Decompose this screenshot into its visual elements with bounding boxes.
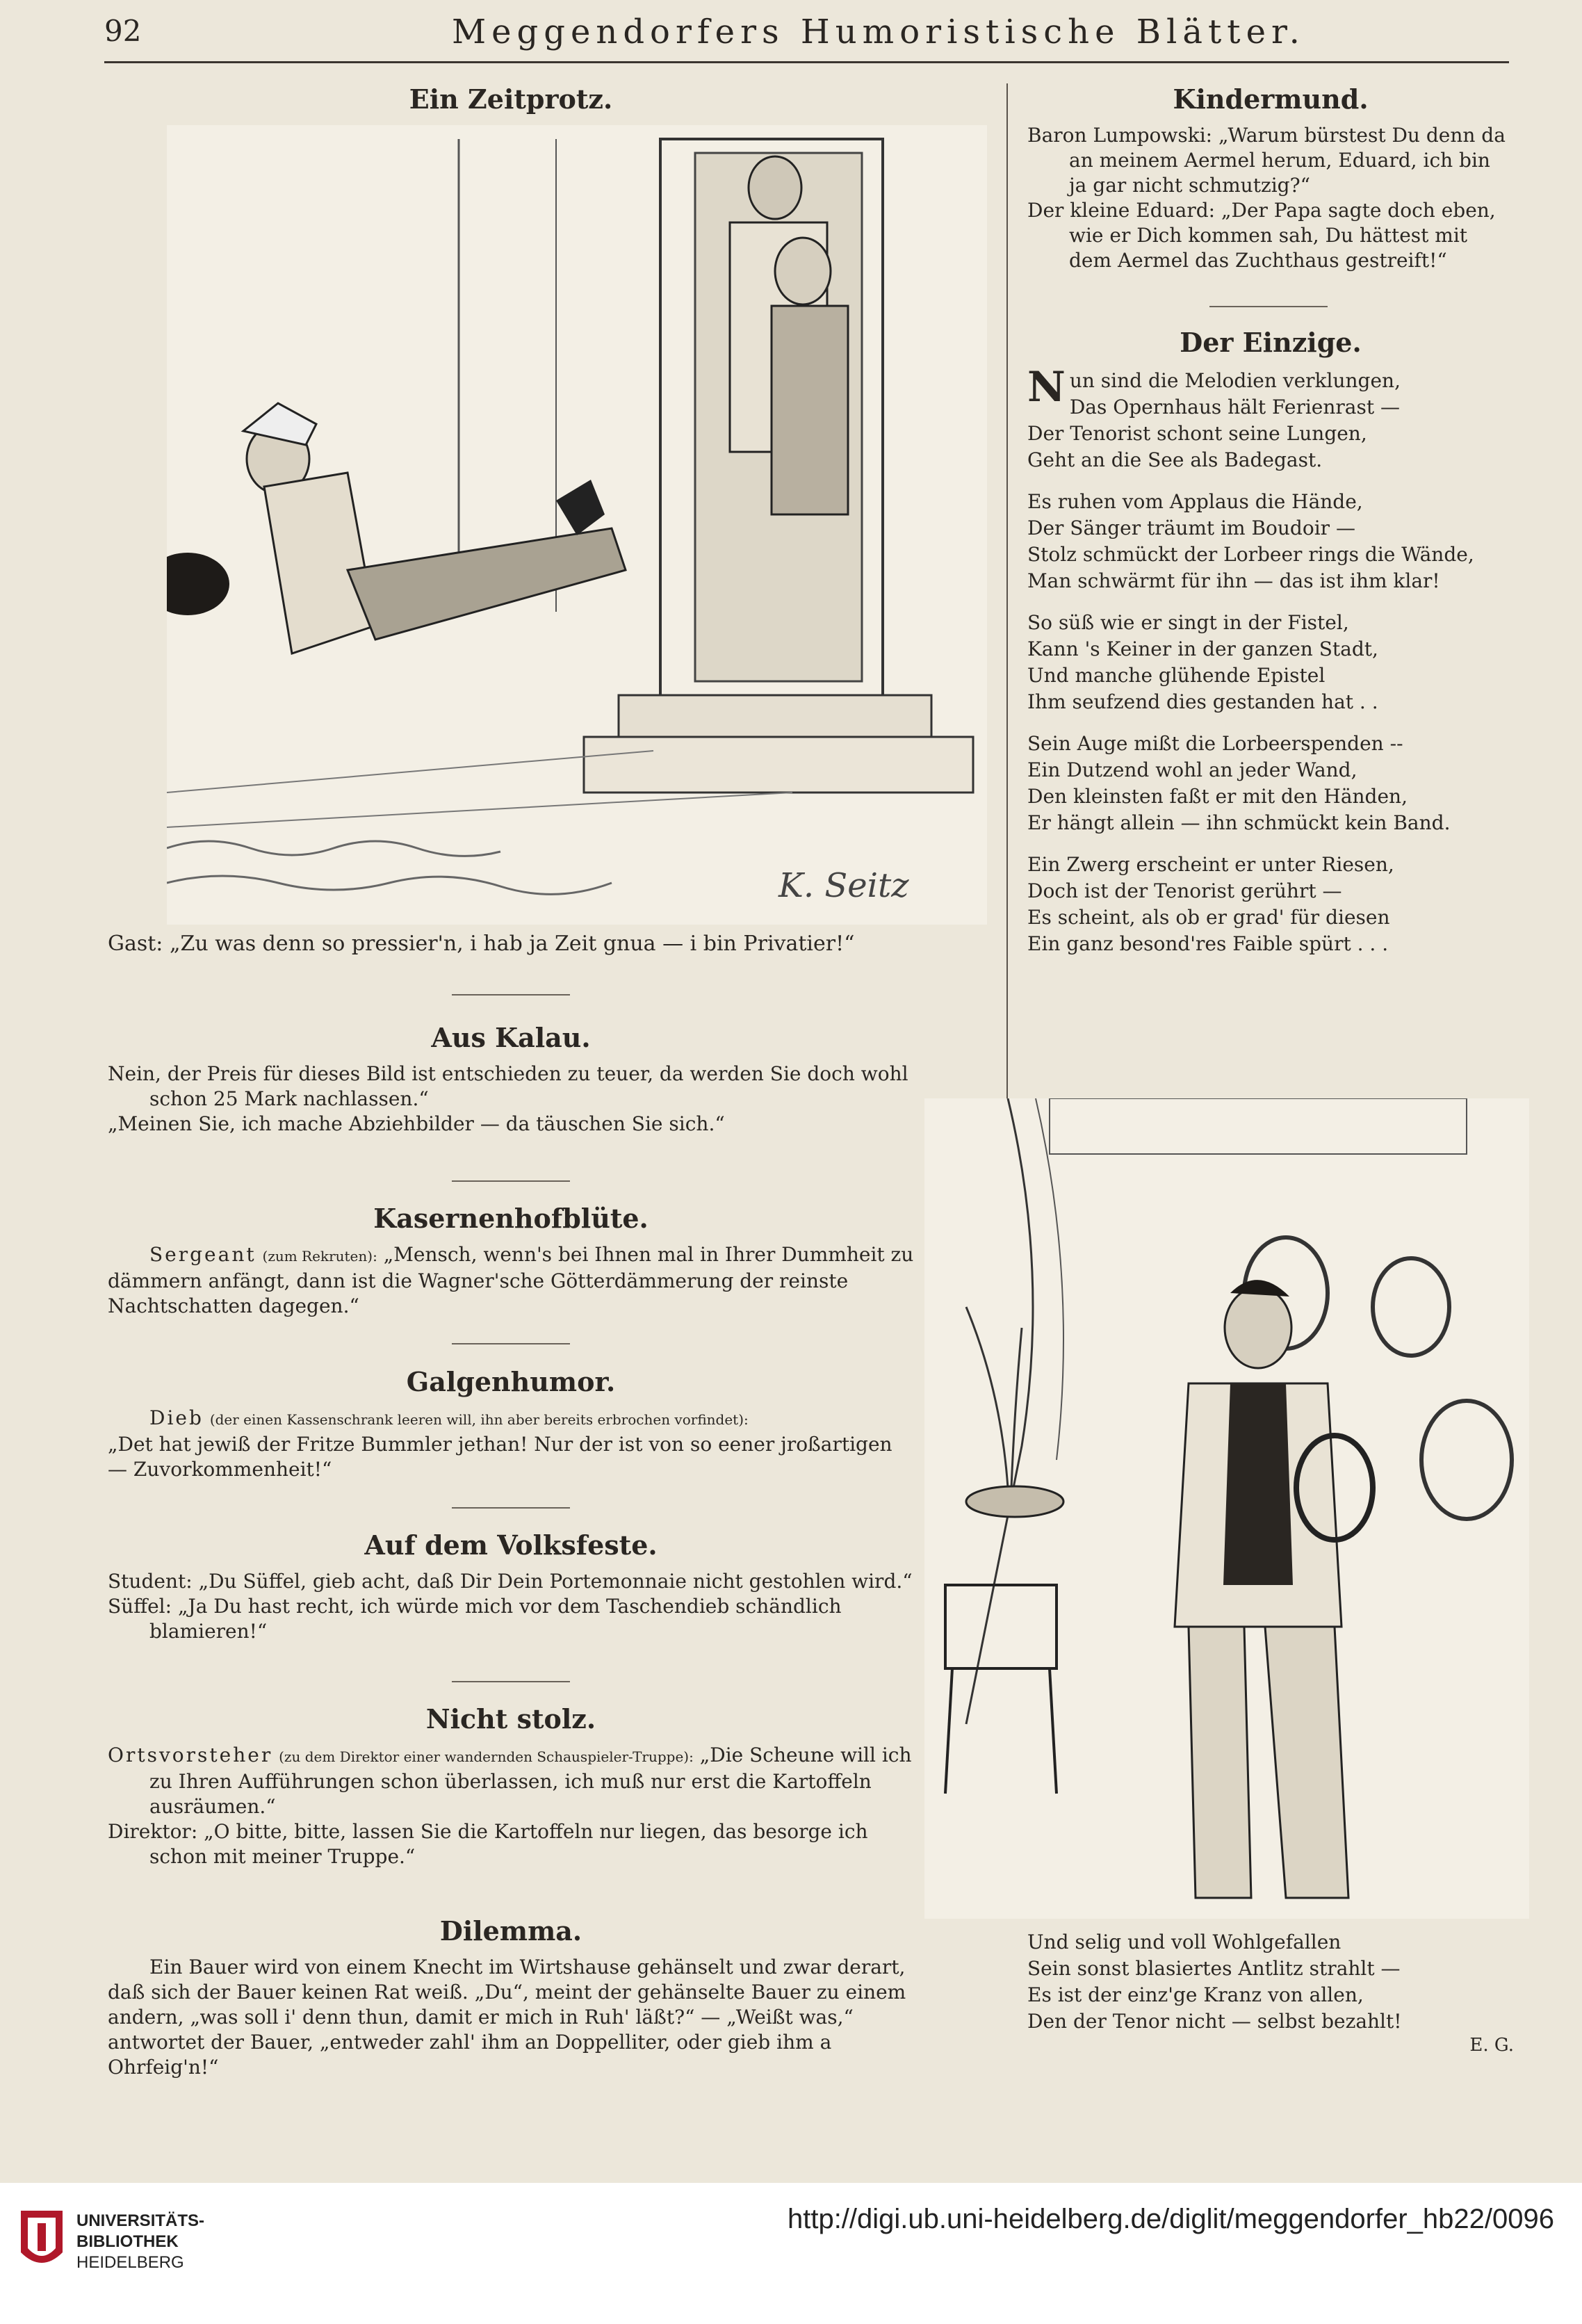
verse: Ein Dutzend wohl an jeder Wand, [1027,758,1357,781]
paragraph: Der kleine Eduard: „Der Papa sagte doch eben, wie er Dich kommen sah, Du hättest mit dem Aermel das Zuchthaus gestreift!“ [1027,199,1496,272]
verse: Man schwärmt für ihn — das ist ihm klar! [1027,569,1440,592]
paragraph: Nein, der Preis für dieses Bild ist entschieden zu teuer, da werden Sie doch wohl schon 25 Mark nachlassen.“ [108,1062,908,1110]
section-title: Aus Kalau. [431,1022,591,1053]
verse: Den der Tenor nicht — selbst bezahlt! [1027,2010,1402,2033]
library-logo-text [76,2211,204,2273]
verse: Der Sänger träumt im Boudoir — [1027,517,1355,539]
logo-line: HEIDELBERG [76,2253,184,2272]
verse: Sein Auge mißt die Lorbeerspenden -- [1027,732,1403,755]
section-title: Auf dem Volksfeste. [364,1529,658,1561]
illustration-tenor [924,1098,1529,1919]
drop-cap: N [1027,363,1066,412]
separator [1209,306,1328,307]
section-galgenhumor [108,1366,914,1482]
separator [452,1343,570,1344]
section-nicht-stolz [108,1703,914,1869]
verse: Und selig und voll Wohlgefallen [1027,1931,1342,1953]
section-kindermund [1027,83,1514,273]
paragraph: Süffel: „Ja Du hast recht, ich würde mich vor dem Taschendieb schändlich blamieren!“ [108,1595,842,1643]
verse: Das Opernhaus hält Ferienrast — [1069,396,1400,419]
poem-der-einzige [1027,327,1514,973]
separator [452,1180,570,1182]
section-title: Galgenhumor. [406,1366,616,1397]
verse: un sind die Melodien verklungen, [1069,369,1401,392]
section-title: Kindermund. [1173,83,1369,115]
speaker: Ortsvorsteher [108,1744,273,1766]
paragraph: Baron Lumpowski: „Warum bürstest Du denn da an meinem Aermel herum, Eduard, ich bin ja gar nicht schmutzig?“ [1027,124,1506,197]
stage-note: (zu dem Direktor einer wandernden Schauspieler-Truppe): [279,1748,694,1765]
header-rule [104,61,1509,63]
speaker: Sergeant [149,1243,256,1266]
verse: Stolz schmückt der Lorbeer rings die Wände, [1027,543,1474,566]
verse: Es ist der einz'ge Kranz von allen, [1027,1983,1364,2006]
verse: Ein Zwerg erscheint er unter Riesen, [1027,853,1394,876]
verse: Geht an die See als Badegast. [1027,448,1323,471]
verse: Den kleinsten faßt er mit den Händen, [1027,785,1408,808]
separator [452,1681,570,1682]
section-aus-kalau [108,1022,914,1137]
verse: So süß wie er singt in der Fistel, [1027,611,1349,634]
speaker: Dieb [149,1406,204,1429]
paragraph: „Meinen Sie, ich mache Abziehbilder — da täuschen Sie sich.“ [108,1112,725,1135]
poem-title: Der Einzige. [1180,327,1362,358]
caption-text: Gast: „Zu was denn so pressier'n, i hab ja Zeit gnua — i bin Privatier!“ [108,932,855,956]
column-divider [1006,83,1008,1098]
university-seal-icon [14,2204,70,2280]
stanza [1027,1929,1514,2035]
separator [452,994,570,996]
verse: Kann 's Keiner in der ganzen Stadt, [1027,637,1378,660]
paragraph: Direktor: „O bitte, bitte, lassen Sie die Kartoffeln nur liegen, das besorge ich schon mit meiner Truppe.“ [108,1820,868,1868]
stanza [1027,363,1514,473]
verse: Ein ganz besond'res Faible spürt . . . [1027,932,1389,955]
section-zeitprotz [108,83,914,115]
verse: Ihm seufzend dies gestanden hat . . [1027,690,1378,713]
section-title: Dilemma. [439,1915,582,1947]
poem-last-stanza [1027,1929,1514,2056]
verse: Der Tenorist schont seine Lungen, [1027,422,1367,445]
stanza [1027,489,1514,594]
dialogue: „Det hat jewiß der Fritze Bummler jethan! Nur der ist von so eener jroßartigen — Zuvorkommenheit!“ [108,1433,892,1481]
section-dilemma [108,1915,914,2080]
paragraph: Ein Bauer wird von einem Knecht im Wirtshause gehänselt und zwar derart, daß sich der Bauer keinen Rat weiß. „Du“, meint der gehänselte Bauer zu einem andern, „was soll i' denn thun, damit er mich in Ruh' läßt?“ — „Weißt was,“ antwortet der Bauer, „entweder zahl' ihm an Doppelliter, oder gieb ihm a Ohrfeig'n!“ [108,1956,906,2079]
paragraph: Student: „Du Süffel, gieb acht, daß Dir Dein Portemonnaie nicht gestohlen wird.“ [108,1570,913,1593]
verse: Doch ist der Tenorist gerührt — [1027,879,1342,902]
section-title: Kasernenhofblüte. [373,1203,649,1234]
dialogue: „Mensch, wenn's bei Ihnen mal in Ihrer Dummheit zu dämmern anfängt, dann ist die Wagner'sche Götterdämmerung der reinste Nachtschatten dagegen.“ [108,1243,914,1317]
verse: Er hängt allein — ihn schmückt kein Band. [1027,811,1451,834]
stanza [1027,852,1514,957]
section-kasernenhofbluete [108,1203,914,1319]
section-title: Nicht stolz. [425,1703,596,1734]
stage-note: (zum Rekruten): [262,1248,377,1265]
logo-line: BIBLIOTHEK [76,2232,179,2251]
section-volksfeste [108,1529,914,1644]
caption-zeitprotz [108,932,914,957]
signature: E. G. [1469,2035,1514,2056]
verse: Es scheint, als ob er grad' für diesen [1027,906,1390,929]
source-url-link[interactable]: http://digi.ub.uni-heidelberg.de/diglit/meggendorfer_hb22/0096 [787,2204,1554,2234]
illustration-zeitprotz [167,125,987,925]
verse: Es ruhen vom Applaus die Hände, [1027,490,1363,513]
separator [452,1507,570,1509]
dialogue: „Die Scheune will ich zu Ihren Aufführungen schon überlassen, ich muß nur erst die Kartoffeln ausräumen.“ [149,1744,912,1818]
svg-text:K. Seitz: K. Seitz [778,866,909,905]
magazine-title: Meggendorfers Humoristische Blätter. [452,13,1305,51]
stanza [1027,731,1514,836]
verse: Sein sonst blasiertes Antlitz strahlt — [1027,1957,1401,1980]
page-number: 92 [104,14,142,48]
stage-note: (der einen Kassenschrank leeren will, ihn aber bereits erbrochen vorfindet): [209,1411,749,1428]
stanza [1027,610,1514,715]
logo-line: UNIVERSITÄTS- [76,2211,205,2230]
verse: Und manche glühende Epistel [1027,664,1326,687]
section-title: Ein Zeitprotz. [409,83,613,115]
